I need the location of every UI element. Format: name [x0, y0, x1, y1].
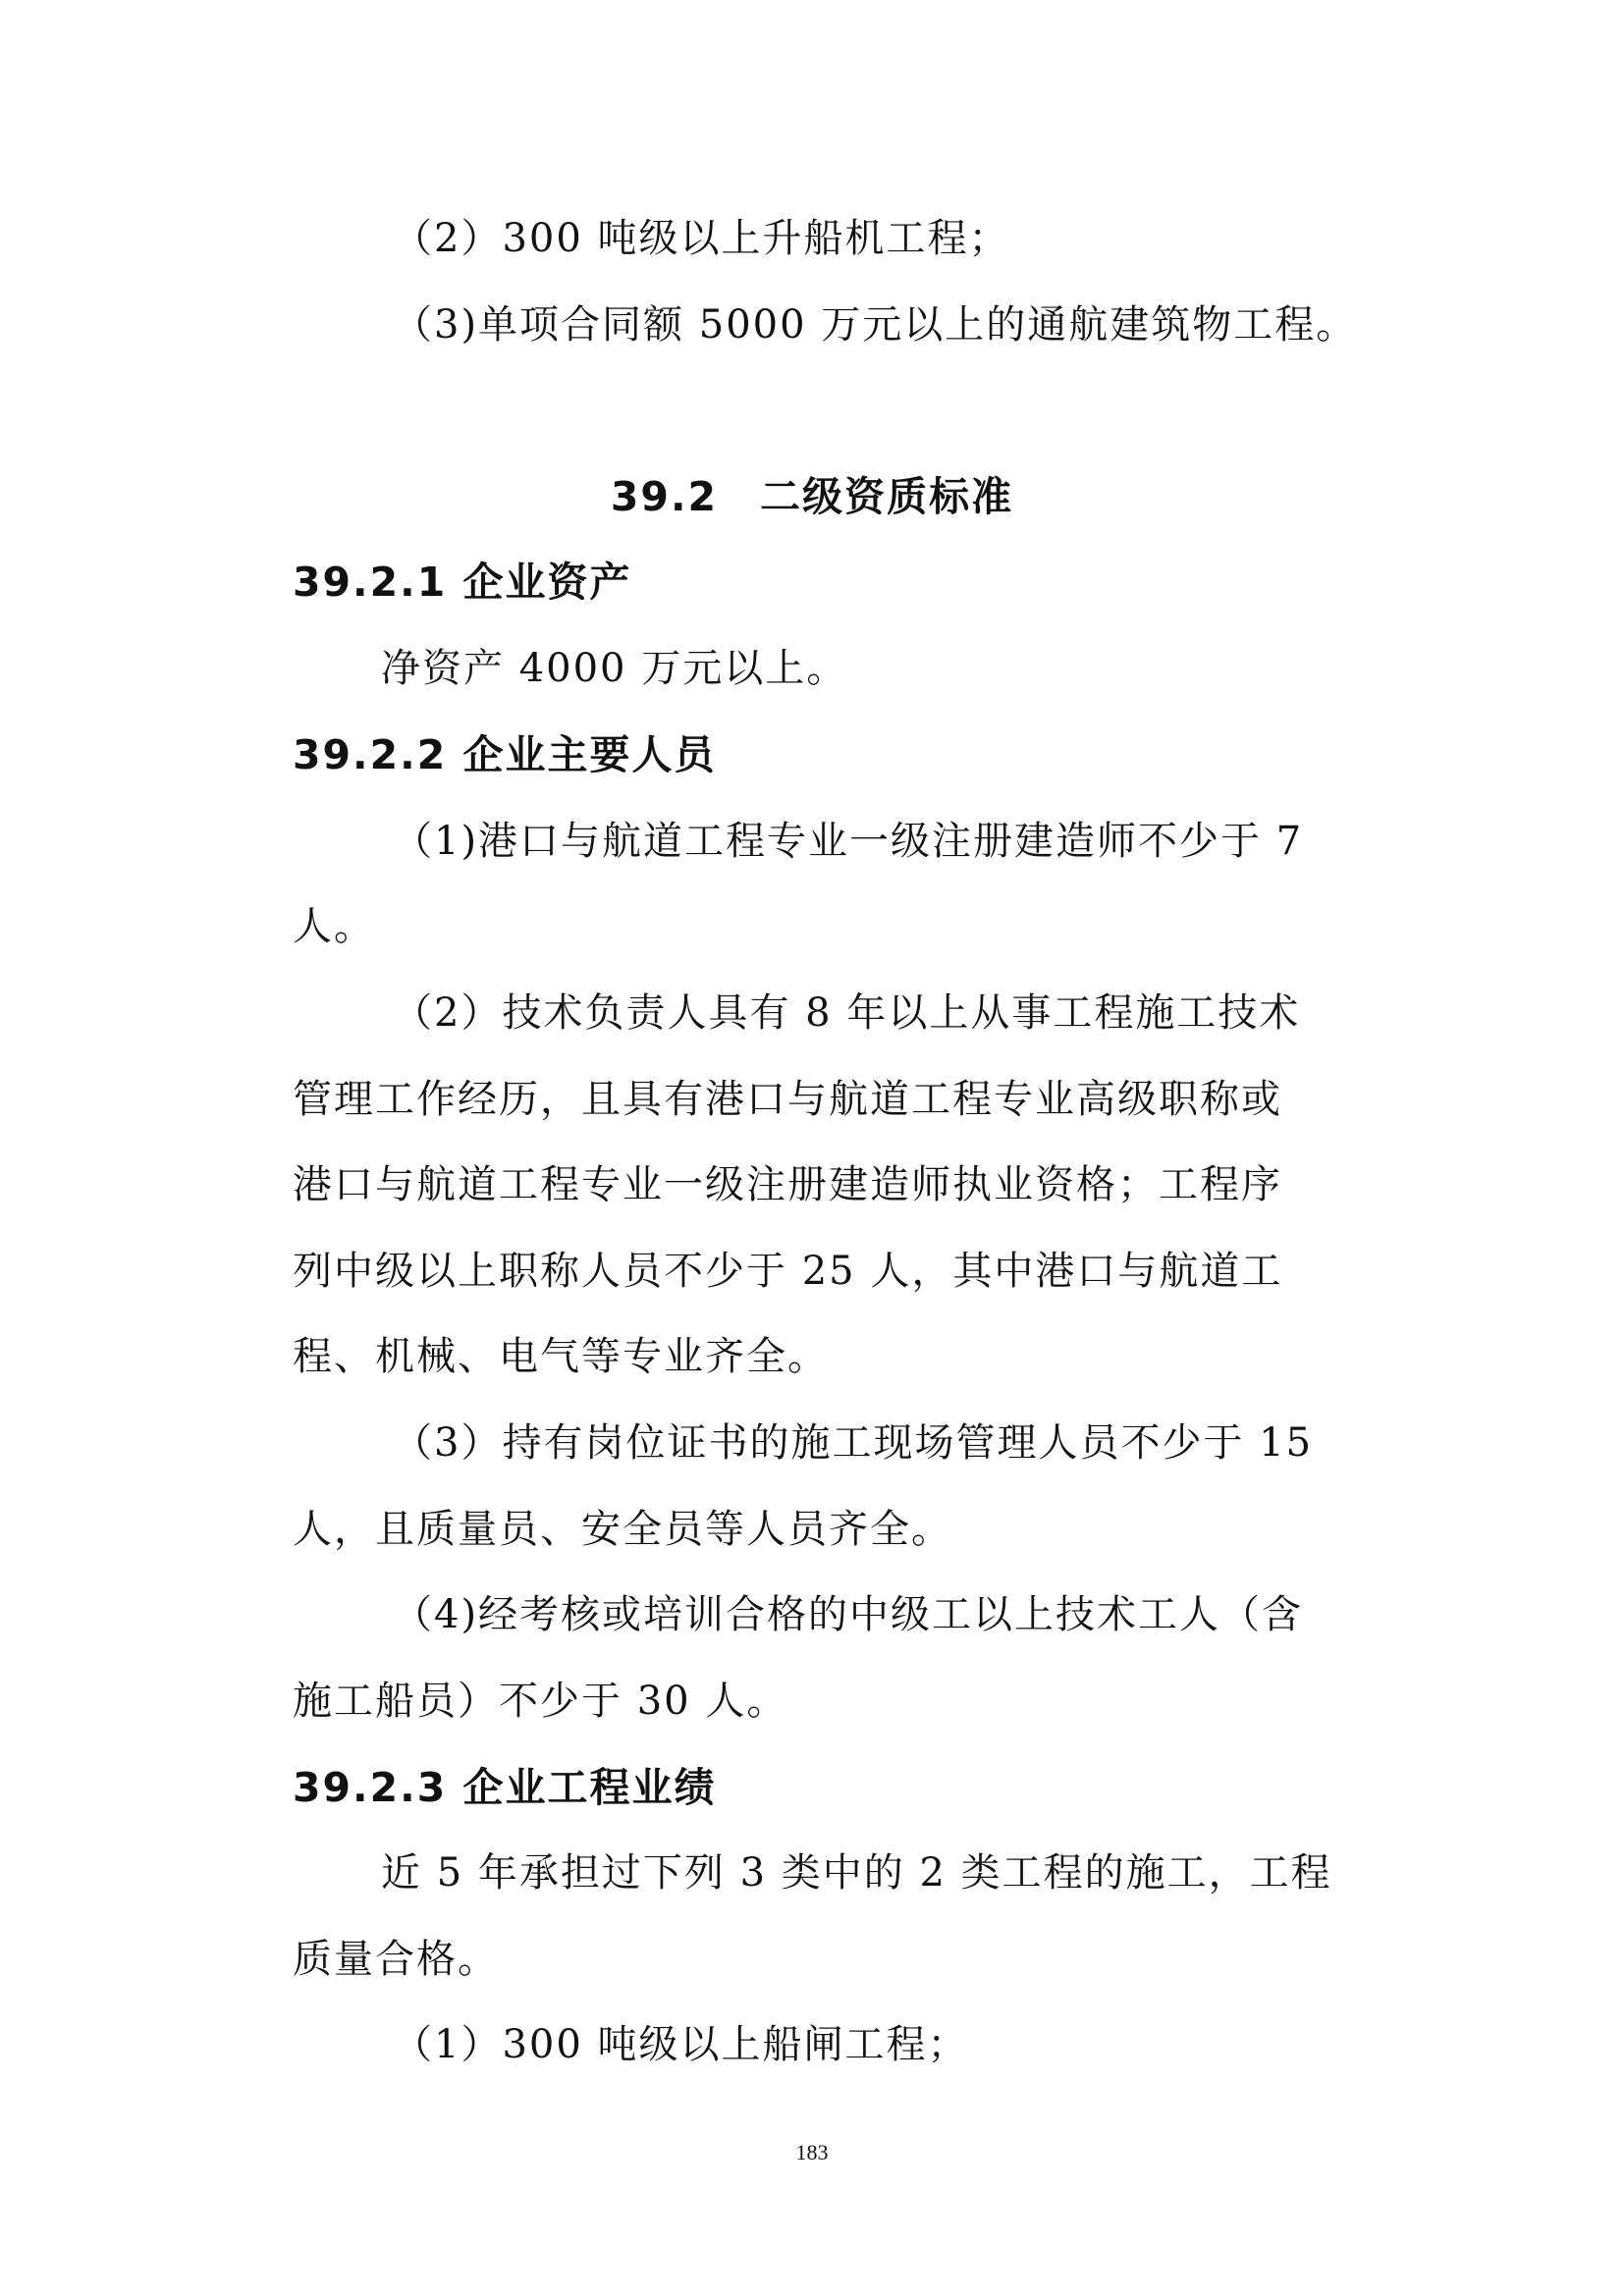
personnel-item-4-line-1: （4)经考核或培训合格的中级工以上技术工人（含: [393, 1592, 1304, 1637]
item-shiplift: （2）300 吨级以上升船机工程；: [393, 216, 1010, 261]
personnel-item-2-line-4: 列中级以上职称人员不少于 25 人，其中港口与航道工: [293, 1249, 1283, 1294]
subsection-heading-personnel: 39.2.2 企业主要人员: [293, 731, 717, 778]
personnel-item-2-line-1: （2）技术负责人具有 8 年以上从事工程施工技术: [393, 990, 1301, 1036]
subsection-heading-assets: 39.2.1 企业资产: [293, 559, 632, 606]
personnel-item-3-line-1: （3）持有岗位证书的施工现场管理人员不少于 15: [393, 1420, 1314, 1466]
page-number: 183: [795, 2140, 829, 2164]
section-heading: 39.2 二级资质标准: [610, 473, 1014, 520]
personnel-item-1-line-2: 人。: [293, 904, 375, 949]
performance-paragraph-line-2: 质量合格。: [293, 1937, 499, 1982]
personnel-item-3-line-2: 人，且质量员、安全员等人员齐全。: [293, 1507, 952, 1552]
performance-paragraph-line-1: 近 5 年承担过下列 3 类中的 2 类工程的施工，工程: [381, 1850, 1332, 1896]
personnel-item-2-line-5: 程、机械、电气等专业齐全。: [293, 1334, 829, 1379]
assets-paragraph: 净资产 4000 万元以上。: [381, 646, 848, 691]
item-navigation-building: （3)单项合同额 5000 万元以上的通航建筑物工程。: [393, 302, 1358, 347]
personnel-item-2-line-3: 港口与航道工程专业一级注册建造师执业资格；工程序: [293, 1162, 1282, 1207]
performance-item-1: （1）300 吨级以上船闸工程；: [393, 2022, 969, 2067]
personnel-item-4-line-2: 施工船员）不少于 30 人。: [293, 1679, 788, 1724]
subsection-heading-performance: 39.2.3 企业工程业绩: [293, 1764, 717, 1811]
personnel-item-1-line-1: （1)港口与航道工程专业一级注册建造师不少于 7: [393, 819, 1304, 864]
personnel-item-2-line-2: 管理工作经历，且具有港口与航道工程专业高级职称或: [293, 1077, 1282, 1122]
